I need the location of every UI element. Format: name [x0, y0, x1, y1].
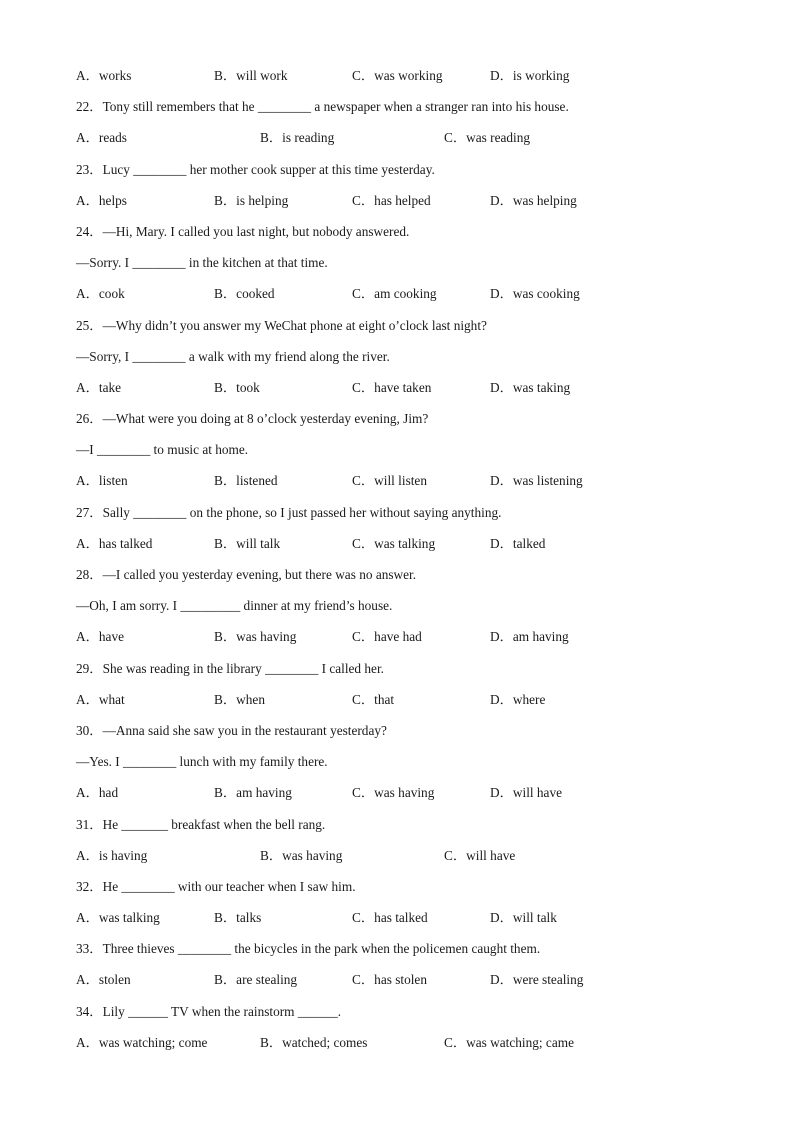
answer-option: C．will have — [444, 847, 516, 863]
options-row — [76, 376, 736, 407]
answer-option: C．has stolen — [352, 972, 427, 988]
answer-option: D．talked — [490, 535, 546, 551]
answer-option: D．will have — [490, 785, 563, 801]
question-line: 32．He ________ with our teacher when I saw him. — [76, 878, 356, 894]
question-line: 29．She was reading in the library ________ I called her. — [76, 660, 384, 676]
answer-option: A．stolen — [76, 972, 131, 988]
options-row — [76, 688, 736, 719]
answer-option: A．has talked — [76, 535, 153, 551]
options-row — [76, 469, 736, 500]
answer-option: A．reads — [76, 130, 127, 146]
answer-option: B．will talk — [214, 535, 281, 551]
answer-option: C．have taken — [352, 379, 432, 395]
options-row — [76, 189, 736, 220]
options-row — [76, 625, 736, 656]
answer-option: C．was working — [352, 68, 443, 83]
question-line: 22．Tony still remembers that he ________ a newspaper when a stranger ran into his house. — [76, 99, 569, 115]
answer-option: D．where — [490, 691, 546, 707]
answer-option: B．cooked — [214, 286, 275, 302]
answer-option: D．will talk — [490, 910, 557, 926]
question-line: 30．—Anna said she saw you in the restaurant yesterday? — [76, 722, 387, 738]
answer-option: D．were stealing — [490, 972, 584, 988]
answer-option: C．that — [352, 691, 395, 707]
answer-option: C．was watching; came — [444, 1034, 574, 1050]
question-line: 27．Sally ________ on the phone, so I just passed her without saying anything. — [76, 504, 502, 520]
question-line: 34．Lily ______ TV when the rainstorm ______. — [76, 1003, 342, 1019]
answer-option: B．was having — [214, 629, 297, 645]
answer-option: C．has talked — [352, 910, 428, 926]
answer-option: B．are stealing — [214, 972, 298, 988]
answer-option: A．helps — [76, 192, 127, 208]
answer-option: A．had — [76, 785, 119, 801]
worksheet-page — [76, 64, 736, 1062]
answer-option: C．have had — [352, 629, 422, 645]
question-line: —Sorry. I ________ in the kitchen at that time. — [76, 255, 328, 271]
options-row — [76, 906, 736, 937]
question-line: 28．—I called you yesterday evening, but there was no answer. — [76, 567, 417, 582]
options-row — [76, 844, 736, 875]
answer-option: D．is working — [490, 68, 570, 83]
answer-option: B．talks — [214, 910, 262, 926]
options-row — [76, 781, 736, 812]
answer-option: D．was helping — [490, 192, 577, 208]
answer-option: C．has helped — [352, 192, 431, 208]
options-row — [76, 64, 736, 95]
answer-option: B．was having — [260, 847, 343, 863]
answer-option: C．was talking — [352, 535, 436, 551]
answer-option: B．took — [214, 379, 260, 395]
question-line: —Oh, I am sorry. I _________ dinner at my friend’s house. — [76, 598, 393, 614]
answer-option: B．will work — [214, 68, 288, 83]
answer-option: C．am cooking — [352, 286, 437, 302]
answer-option: A．cook — [76, 286, 125, 302]
answer-option: B．when — [214, 691, 265, 707]
answer-option: D．was listening — [490, 473, 583, 489]
answer-option: B．is reading — [260, 130, 335, 146]
question-line: 26．—What were you doing at 8 o’clock yesterday evening, Jim? — [76, 411, 429, 427]
question-line: 25．—Why didn’t you answer my WeChat phone at eight o’clock last night? — [76, 317, 487, 333]
answer-option: A．take — [76, 379, 122, 395]
question-line: —Sorry, I ________ a walk with my friend along the river. — [76, 348, 390, 364]
answer-option: D．am having — [490, 629, 569, 645]
answer-option: D．was taking — [490, 379, 571, 395]
question-line: 33．Three thieves ________ the bicycles in the park when the policemen caught them. — [76, 941, 541, 957]
answer-option: A．what — [76, 691, 125, 707]
answer-option: A．was watching; come — [76, 1034, 208, 1050]
answer-option: C．was reading — [444, 130, 531, 146]
options-row — [76, 532, 736, 563]
answer-option: A．works — [76, 68, 132, 83]
question-line: 24．—Hi, Mary. I called you last night, but nobody answered. — [76, 223, 410, 239]
answer-option: B．listened — [214, 473, 278, 489]
question-line: 31．He _______ breakfast when the bell rang. — [76, 816, 326, 832]
question-line: 23．Lucy ________ her mother cook supper at this time yesterday. — [76, 161, 435, 177]
options-row — [76, 126, 736, 157]
answer-option: D．was cooking — [490, 286, 580, 302]
question-line: —Yes. I ________ lunch with my family there. — [76, 754, 328, 770]
answer-option: C．will listen — [352, 473, 427, 489]
question-line: —I ________ to music at home. — [76, 442, 249, 458]
answer-option: A．listen — [76, 473, 128, 489]
answer-option: C．was having — [352, 785, 435, 801]
answer-option: B．watched; comes — [260, 1034, 368, 1050]
answer-option: A．have — [76, 629, 124, 645]
answer-option: B．is helping — [214, 192, 289, 208]
answer-option: A．was talking — [76, 910, 160, 926]
options-row — [76, 1031, 736, 1062]
options-row — [76, 282, 736, 313]
options-row — [76, 968, 736, 999]
answer-option: B．am having — [214, 785, 292, 801]
answer-option: A．is having — [76, 847, 148, 863]
